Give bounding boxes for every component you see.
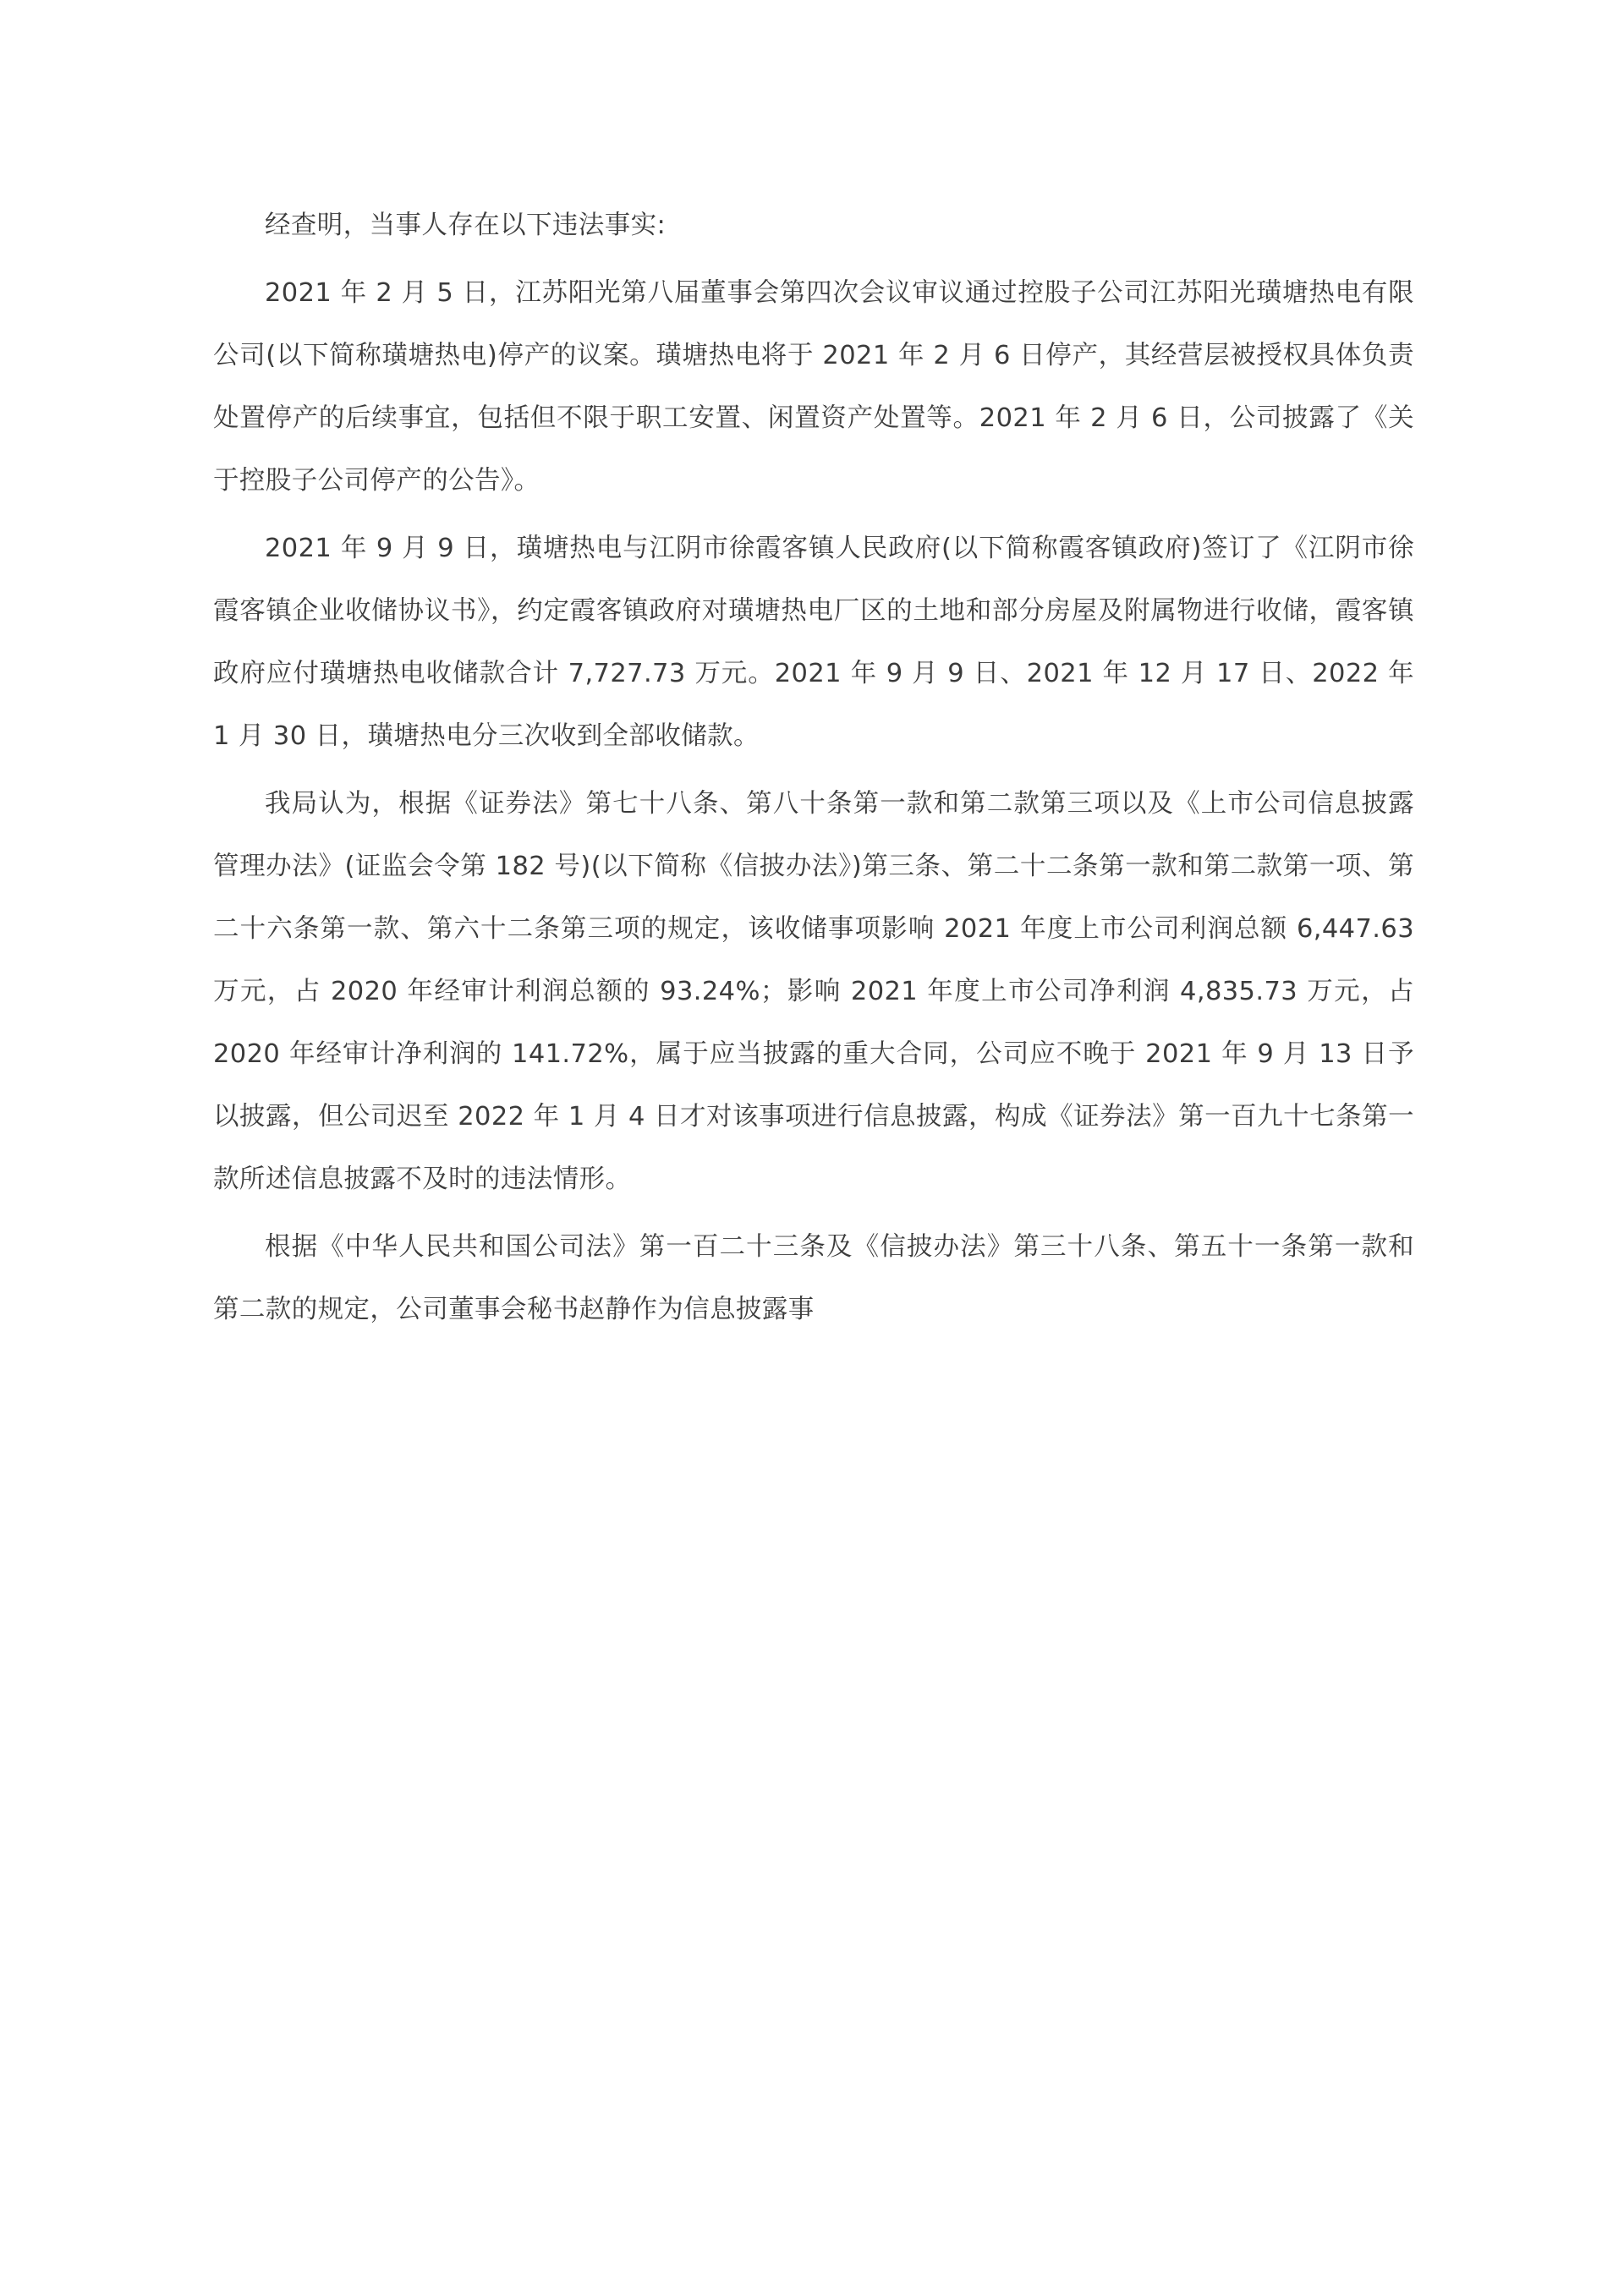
paragraph-responsibility: 根据《中华人民共和国公司法》第一百二十三条及《信披办法》第三十八条、第五十一条第一款和第二款的规定，公司董事会秘书赵静作为信息披露事 — [213, 1232, 1414, 1324]
paragraph-finding: 我局认为，根据《证券法》第七十八条、第八十条第一款和第二款第三项以及《上市公司信息披露管理办法》(证监会令第 182 号)(以下简称《信披办法》)第三条、第二十二条第一款和第二款第一项、第二十六条第一款、第六十二条第三项的规定，该收储事项影响 2021 年度上市公司利润总额 6,447.63 万元，占 2020 年经审计利润总额的 93.24%；影响 2021 年度上市公司净利润 4,835.73 万元，占 2020 年经审计净利润的 141.72%，属于应当披露的重大合同，公司应不晚于 2021 年 9 月 13 日予以披露，但公司迟至 2022 年 1 月 4 日才对该事项进行信息披露，构成《证券法》第一百九十七条第一款所述信息披露不及时的违法情形。 — [213, 789, 1414, 1194]
paragraph-intro: 经查明，当事人存在以下违法事实: — [265, 211, 667, 240]
paragraph-fact-1: 2021 年 2 月 5 日，江苏阳光第八届董事会第四次会议审议通过控股子公司江苏阳光璜塘热电有限公司(以下简称璜塘热电)停产的议案。璜塘热电将于 2021 年 2 月 6 日停产，其经营层被授权具体负责处置停产的后续事宜，包括但不限于职工安置、闲置资产处置等。2021 年 2 月 6 日，公司披露了《关于控股子公司停产的公告》。 — [213, 278, 1414, 496]
document-body — [213, 195, 1414, 1341]
paragraph-fact-2: 2021 年 9 月 9 日，璜塘热电与江阴市徐霞客镇人民政府(以下简称霞客镇政府)签订了《江阴市徐霞客镇企业收储协议书》，约定霞客镇政府对璜塘热电厂区的土地和部分房屋及附属物进行收储，霞客镇政府应付璜塘热电收储款合计 7,727.73 万元。2021 年 9 月 9 日、2021 年 12 月 17 日、2022 年 1 月 30 日，璜塘热电分三次收到全部收储款。 — [213, 534, 1414, 751]
